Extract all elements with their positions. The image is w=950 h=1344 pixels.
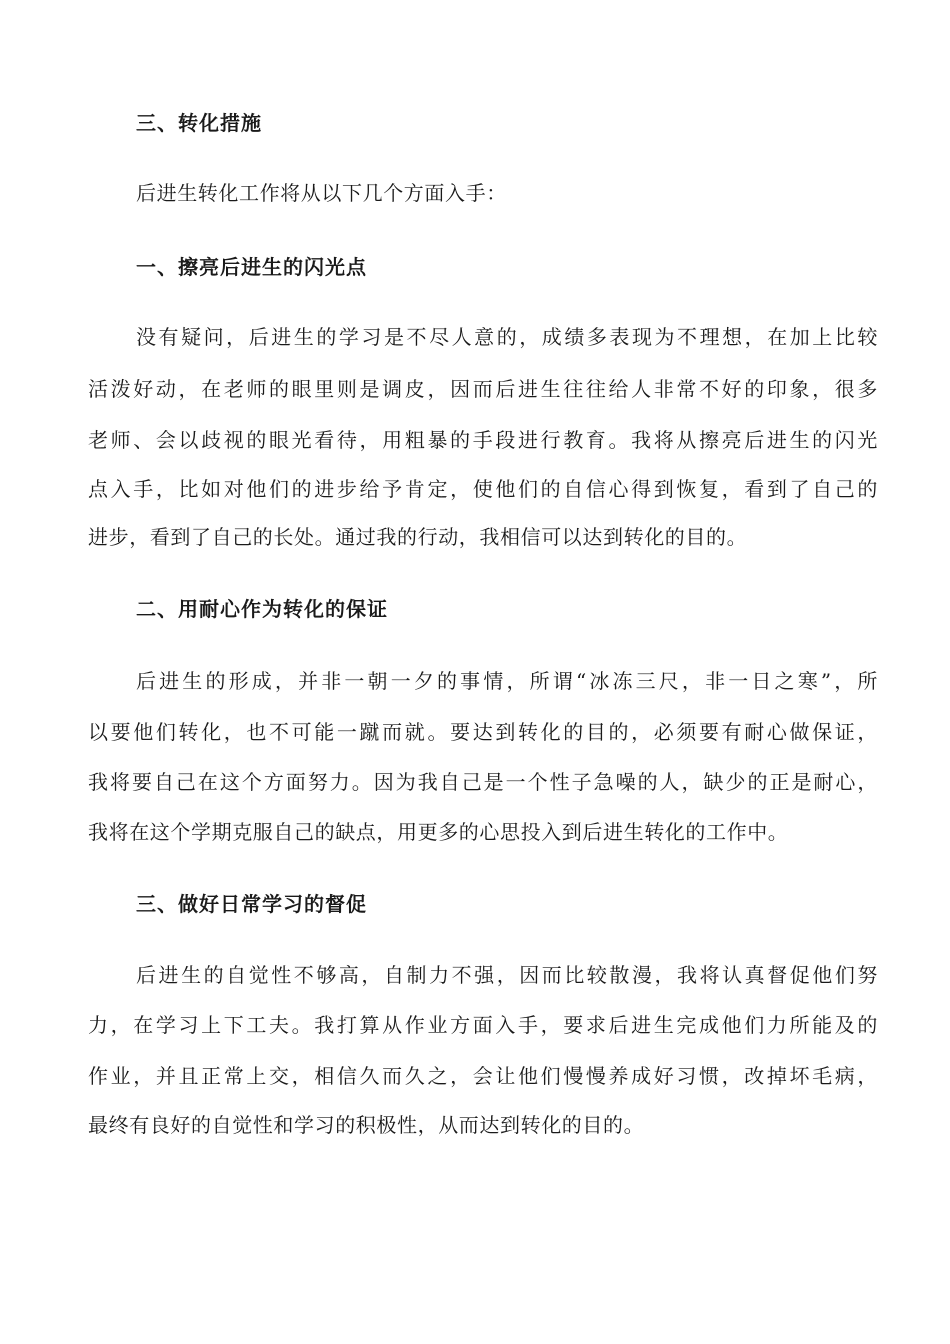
item-2-line-3: 我将要自己在这个方面努力。因为我自己是一个性子急噪的人，缺少的正是耐心， — [88, 770, 878, 794]
item-1-line-5: 进步，看到了自己的长处。通过我的行动，我相信可以达到转化的目的。 — [88, 525, 748, 549]
item-2-line-4: 我将在这个学期克服自己的缺点，用更多的心思投入到后进生转化的工作中。 — [88, 820, 789, 844]
item-3-line-3: 作业，并且正常上交，相信久而久之，会让他们慢慢养成好习惯，改掉坏毛病， — [88, 1064, 878, 1088]
item-2-heading: 二、用耐心作为转化的保证 — [136, 597, 388, 621]
item-3-heading: 三、做好日常学习的督促 — [136, 892, 367, 916]
item-1-heading: 一、擦亮后进生的闪光点 — [136, 255, 367, 279]
section-heading: 三、转化措施 — [136, 111, 262, 135]
item-1-line-4: 点入手，比如对他们的进步给予肯定，使他们的自信心得到恢复，看到了自己的 — [88, 477, 878, 501]
item-3-line-1: 后进生的自觉性不够高，自制力不强，因而比较散漫，我将认真督促他们努 — [136, 963, 878, 987]
item-3-line-2: 力，在学习上下工夫。我打算从作业方面入手，要求后进生完成他们力所能及的 — [88, 1013, 878, 1037]
item-3-line-4: 最终有良好的自觉性和学习的积极性，从而达到转化的目的。 — [88, 1113, 645, 1137]
item-1-line-3: 老师、会以歧视的眼光看待，用粗暴的手段进行教育。我将从擦亮后进生的闪光 — [88, 428, 878, 452]
item-1-line-2: 活泼好动，在老师的眼里则是调皮，因而后进生往往给人非常不好的印象，很多 — [88, 377, 878, 401]
item-1-line-1: 没有疑问，后进生的学习是不尽人意的，成绩多表现为不理想，在加上比较 — [136, 325, 878, 349]
intro-paragraph: 后进生转化工作将从以下几个方面入手： — [136, 181, 507, 205]
item-2-line-1: 后进生的形成，并非一朝一夕的事情，所谓“冰冻三尺，非一日之寒”，所 — [136, 669, 878, 693]
item-2-line-2: 以要他们转化，也不可能一蹴而就。要达到转化的目的，必须要有耐心做保证， — [88, 720, 878, 744]
